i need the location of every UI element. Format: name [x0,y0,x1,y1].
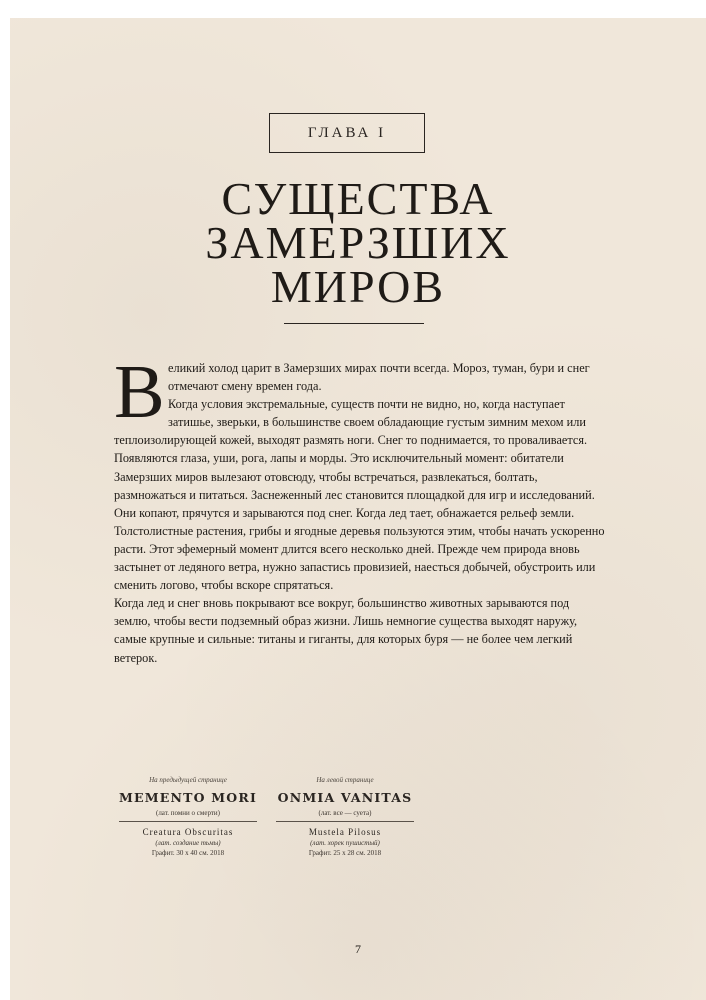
credit-medium: Графит. 30 х 40 см. 2018 [151,849,225,857]
chapter-title-line-3: МИРОВ [270,261,446,312]
chapter-title-line-1: СУЩЕСТВА [221,173,495,224]
credit-note: На левой странице [316,776,374,784]
credit-translation: (лат. все — суета) [276,807,414,822]
credit-medium: Графит. 25 х 28 см. 2018 [308,849,382,857]
artwork-credit-left-page [270,773,420,858]
credit-title: MEMENTO MORI [118,790,258,805]
credit-translation: (лат. помни о смерти) [119,807,257,822]
credit-work-translation: (лат. хорек пушистый) [310,839,380,847]
title-divider [284,323,424,324]
chapter-title-line-2: ЗАМЕРЗШИХ [205,217,511,268]
body-paragraph-1: еликий холод царит в Замерзших мирах почти всегда. Мороз, туман, бури и снег отмечают смену времен года. [168,361,590,394]
credit-work-name: Creatura Obscuritas [142,827,234,837]
credit-title: ONMIA VANITAS [277,790,413,805]
body-paragraph-3: Когда лед и снег вновь покрывают все вокруг, большинство животных зарываются под землю, чтобы вести подземный образ жизни. Лишь немногие существа выходят наружу, самые крупные и сильные: титаны и гиганты, для которых буря — не более чем легкий ветерок. [114,596,578,665]
credit-note: На предыдущей странице [149,776,227,784]
page-number: 7 [355,942,361,956]
chapter-label-text: ГЛАВА I [307,124,387,141]
book-page [10,18,706,1000]
credit-work-name: Mustela Pilosus [308,827,382,837]
chapter-label [269,113,425,153]
body-paragraph-2: Когда условия экстремальные, существ почти не видно, но, когда наступает затишье, зверьки, в большинстве своем обладающие густым зимним мехом или теплоизолирующей кожей, выходят размять ноги. Снег то поднимается, то проваливается. Появляются глаза, уши, рога, лапы и морды. Это исключительный момент: обитатели Замерзших миров вылезают отовсюду, чтобы встречаться, развлекаться, болтать, размножаться и питаться. Заснеженный лес становится площадкой для игр и исследований. Они копают, прячутся и зарываются под снег. Когда лед тает, обнажается рельеф земли. Толстолистные растения, грибы и ягодные деревья пользуются этим, чтобы начать ускоренно расти. Этот эфемерный момент длится всего несколько дней. Прежде чем природа вновь застынет от ледяного ветра, нужно запастись провизией, наесться добычей, обустроить или сменить логово, чтобы вскоре спрятаться. [114,397,605,593]
chapter-body [114,350,608,667]
credit-work-translation: (лат. создание тьмы) [155,839,221,847]
drop-cap: В [114,350,165,434]
artwork-credit-previous [113,773,263,858]
